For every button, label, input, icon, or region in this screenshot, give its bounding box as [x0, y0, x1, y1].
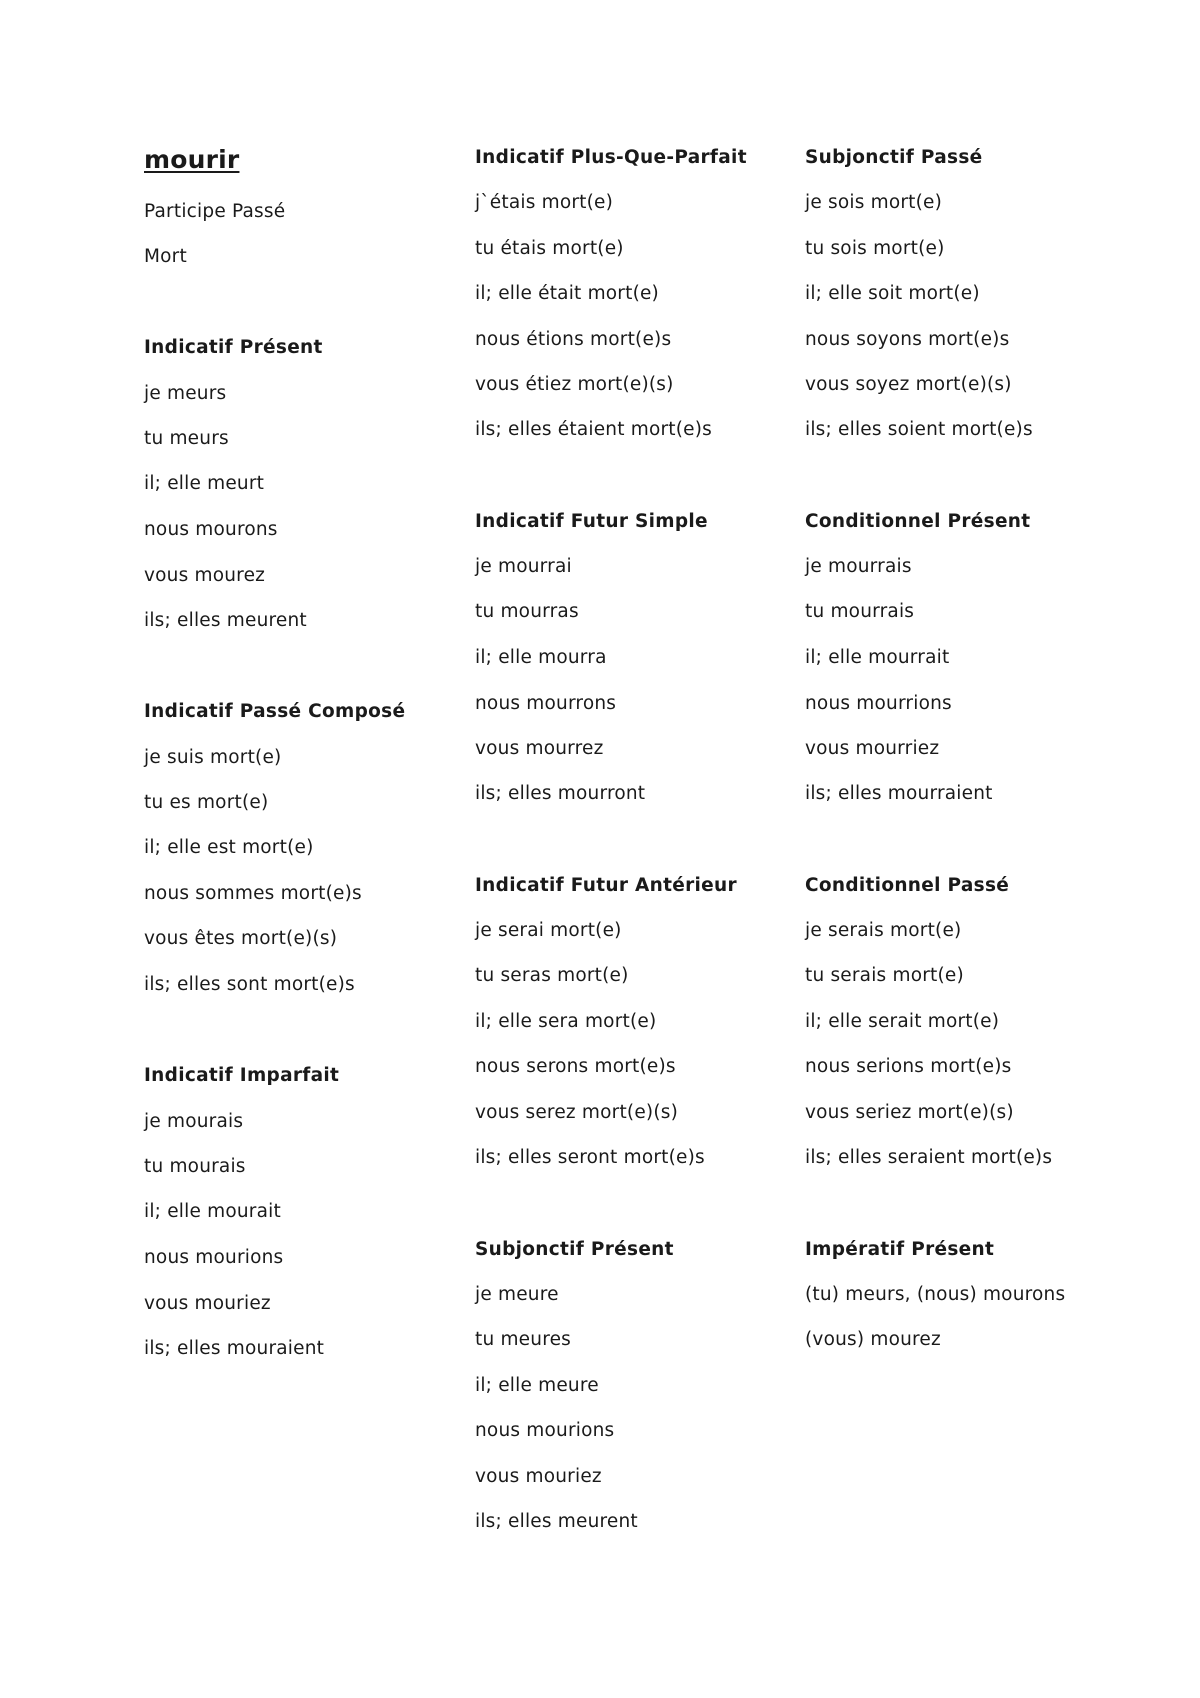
conjugation-line: ils; elles seraient mort(e)s: [805, 1147, 1053, 1168]
conjugation-line: il; elle est mort(e): [144, 837, 314, 858]
conjugation-line: il; elle serait mort(e): [805, 1011, 1000, 1032]
conjugation-line: tu seras mort(e): [475, 965, 629, 986]
conjugation-line: vous êtes mort(e)(s): [144, 928, 338, 949]
tense-heading: Subjonctif Présent: [475, 1239, 674, 1260]
participle-value: Mort: [144, 246, 187, 267]
conjugation-line: je mourais: [144, 1111, 244, 1132]
conjugation-line: je sois mort(e): [805, 192, 943, 213]
conjugation-line: je serais mort(e): [805, 920, 962, 941]
conjugation-line: il; elle mourra: [475, 647, 607, 668]
conjugation-line: tu serais mort(e): [805, 965, 964, 986]
conjugation-line: ils; elles étaient mort(e)s: [475, 419, 713, 440]
conjugation-line: je mourrai: [475, 556, 572, 577]
conjugation-line: tu es mort(e): [144, 792, 269, 813]
conjugation-line: nous étions mort(e)s: [475, 329, 672, 350]
conjugation-line: tu sois mort(e): [805, 238, 945, 259]
conjugation-line: tu mourras: [475, 601, 579, 622]
conjugation-line: vous serez mort(e)(s): [475, 1102, 678, 1123]
tense-heading: Indicatif Présent: [144, 337, 323, 358]
conjugation-line: je suis mort(e): [144, 747, 282, 768]
conjugation-line: il; elle sera mort(e): [475, 1011, 657, 1032]
conjugation-line: ils; elles seront mort(e)s: [475, 1147, 705, 1168]
conjugation-line: il; elle mourait: [144, 1201, 281, 1222]
conjugation-line: je meurs: [144, 383, 227, 404]
conjugation-line: (tu) meurs, (nous) mourons: [805, 1284, 1066, 1305]
tense-heading: Subjonctif Passé: [805, 147, 983, 168]
conjugation-line: j`étais mort(e): [475, 192, 614, 213]
conjugation-line: tu étais mort(e): [475, 238, 624, 259]
tense-heading: Indicatif Imparfait: [144, 1065, 340, 1086]
conjugation-line: vous mouriez: [144, 1293, 271, 1314]
tense-heading: Impératif Présent: [805, 1239, 995, 1260]
conjugation-line: tu mourrais: [805, 601, 915, 622]
conjugation-line: ils; elles soient mort(e)s: [805, 419, 1033, 440]
conjugation-line: vous seriez mort(e)(s): [805, 1102, 1014, 1123]
conjugation-line: nous mourrions: [805, 693, 952, 714]
conjugation-line: tu meurs: [144, 428, 229, 449]
conjugation-line: nous sommes mort(e)s: [144, 883, 362, 904]
conjugation-line: nous mourrons: [475, 693, 617, 714]
conjugation-line: tu meures: [475, 1329, 572, 1350]
conjugation-line: je meure: [475, 1284, 559, 1305]
tense-heading: Conditionnel Présent: [805, 511, 1031, 532]
conjugation-line: ils; elles mouraient: [144, 1338, 325, 1359]
tense-heading: Indicatif Futur Antérieur: [475, 875, 737, 896]
conjugation-line: je serai mort(e): [475, 920, 622, 941]
conjugation-line: vous soyez mort(e)(s): [805, 374, 1012, 395]
conjugation-line: ils; elles sont mort(e)s: [144, 974, 355, 995]
verb-title: mourir: [144, 145, 240, 174]
conjugation-line: nous soyons mort(e)s: [805, 329, 1010, 350]
conjugation-line: il; elle était mort(e): [475, 283, 659, 304]
tense-heading: Indicatif Futur Simple: [475, 511, 708, 532]
conjugation-line: nous mourions: [144, 1247, 284, 1268]
tense-heading: Indicatif Plus-Que-Parfait: [475, 147, 747, 168]
tense-heading: Indicatif Passé Composé: [144, 701, 406, 722]
conjugation-line: (vous) mourez: [805, 1329, 941, 1350]
conjugation-line: ils; elles meurent: [475, 1511, 638, 1532]
tense-heading: Conditionnel Passé: [805, 875, 1010, 896]
conjugation-line: nous mourons: [144, 519, 278, 540]
conjugation-line: il; elle soit mort(e): [805, 283, 980, 304]
conjugation-line: il; elle meure: [475, 1375, 599, 1396]
conjugation-line: ils; elles mourraient: [805, 783, 993, 804]
conjugation-line: ils; elles meurent: [144, 610, 307, 631]
participle-label: Participe Passé: [144, 201, 286, 222]
conjugation-line: vous mourrez: [475, 738, 604, 759]
conjugation-line: nous mourions: [475, 1420, 615, 1441]
conjugation-line: nous serions mort(e)s: [805, 1056, 1012, 1077]
conjugation-line: il; elle meurt: [144, 473, 265, 494]
conjugation-line: vous étiez mort(e)(s): [475, 374, 674, 395]
conjugation-line: vous mouriez: [475, 1466, 602, 1487]
conjugation-line: nous serons mort(e)s: [475, 1056, 676, 1077]
conjugation-line: tu mourais: [144, 1156, 246, 1177]
conjugation-line: il; elle mourrait: [805, 647, 950, 668]
conjugation-line: je mourrais: [805, 556, 912, 577]
conjugation-line: vous mourriez: [805, 738, 940, 759]
conjugation-line: ils; elles mourront: [475, 783, 646, 804]
conjugation-line: vous mourez: [144, 565, 266, 586]
